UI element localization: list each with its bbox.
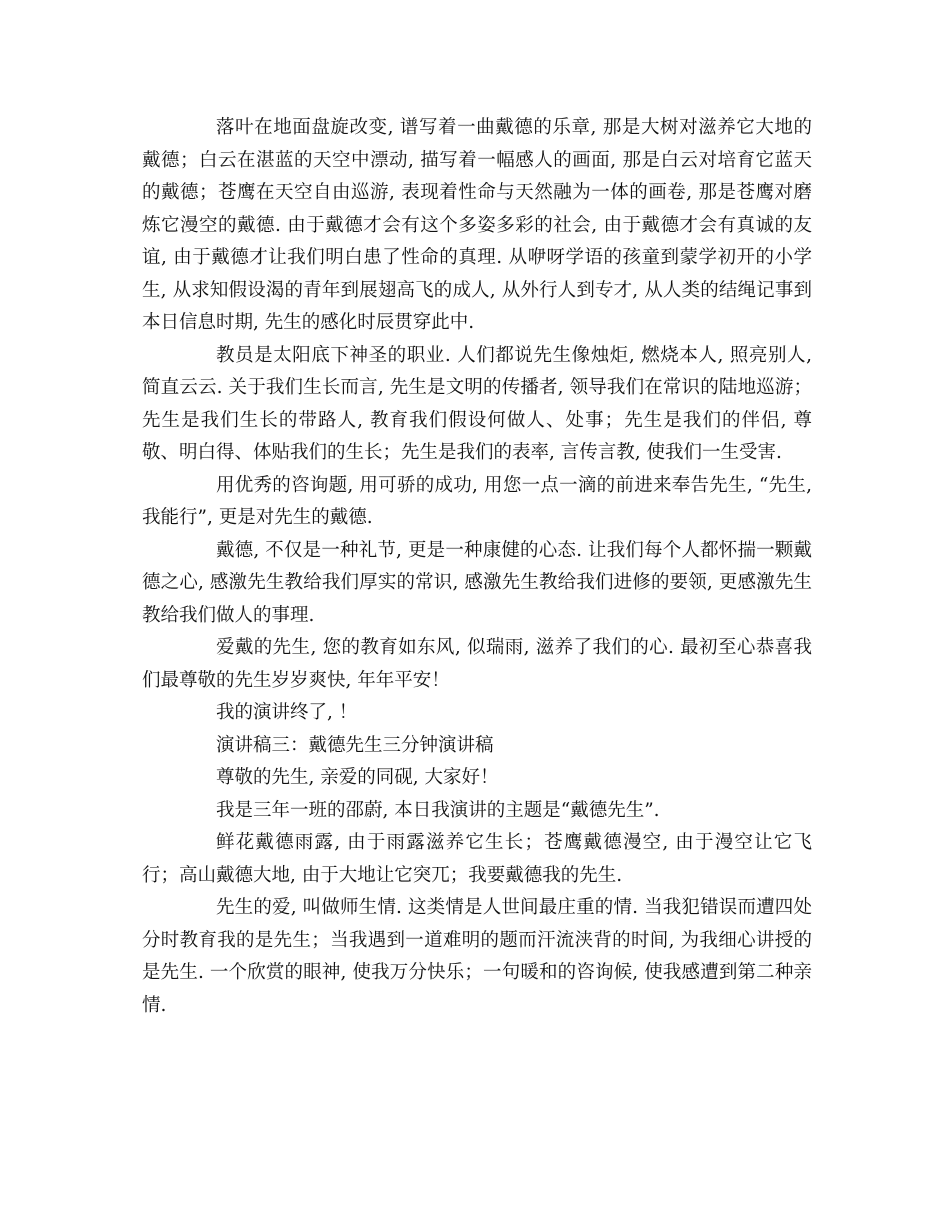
paragraph-3: 用优秀的咨询题, 用可骄的成功, 用您一点一滴的前进来奉告先生, “先生, 我能行”, 更是对先生的戴德. [142,474,812,528]
greeting: 尊敬的先生, 亲爱的同砚, 大家好！ [216,767,499,788]
paragraph-5: 爱戴的先生, 您的教育如东风, 似瑞雨, 滋养了我们的心. 最初至心恭喜我们最尊敬的先生岁岁爽快, 年年平安！ [142,637,812,691]
paragraph-6: 我的演讲终了, ！ [216,702,358,723]
paragraph-11: 先生的爱, 叫做师生情. 这类情是人世间最庄重的情. 当我犯错误而遭四处分时教育我的是先生；当我遇到一道难明的题而汗流浃背的时间, 为我细心讲授的是先生. 一个欣赏的眼神, 使我万分快乐；一句暖和的咨询候, 使我感遭到第二种亲情. [142,897,812,1016]
paragraph-2: 教员是太阳底下神圣的职业. 人们都说先生像烛炬, 燃烧本人, 照亮别人, 简直云云. 关于我们生长而言, 先生是文明的传播者, 领导我们在常识的陆地巡游；先生是我们生长的带路人, 教育我们假设何做人、处事；先生是我们的伴侣, 尊敬、明白得、体贴我们的生长；先生是我们的表率, 言传言教, 使我们一生受害. [142,344,812,463]
paragraph-9: 我是三年一班的邵蔚, 本日我演讲的主题是“戴德先生”. [216,799,660,821]
speech-title: 演讲稿三：戴德先生三分钟演讲稿 [216,734,494,756]
document-body [142,112,812,1022]
paragraph-4: 戴德, 不仅是一种礼节, 更是一种康健的心态. 让我们每个人都怀揣一颗戴德之心, 感激先生教给我们厚实的常识, 感激先生教给我们进修的要领, 更感激先生教给我们做人的事理. [142,539,812,626]
paragraph-10: 鲜花戴德雨露, 由于雨露滋养它生长；苍鹰戴德漫空, 由于漫空让它飞行；高山戴德大地, 由于大地让它突兀；我要戴德我的先生. [142,832,812,886]
paragraph-1: 落叶在地面盘旋改变, 谱写着一曲戴德的乐章, 那是大树对滋养它大地的戴德；白云在湛蓝的天空中漂动, 描写着一幅感人的画面, 那是白云对培育它蓝天的戴德；苍鹰在天空自由巡游, 表现着性命与天然融为一体的画卷, 那是苍鹰对磨炼它漫空的戴德. 由于戴德才会有这个多姿多彩的社会, 由于戴德才会有真诚的友谊, 由于戴德才让我们明白患了性命的真理. 从咿呀学语的孩童到蒙学初开的小学生, 从求知假设渴的青年到展翅高飞的成人, 从外行人到专才, 从人类的结绳记事到本日信息时期, 先生的感化时辰贯穿此中. [142,117,812,333]
